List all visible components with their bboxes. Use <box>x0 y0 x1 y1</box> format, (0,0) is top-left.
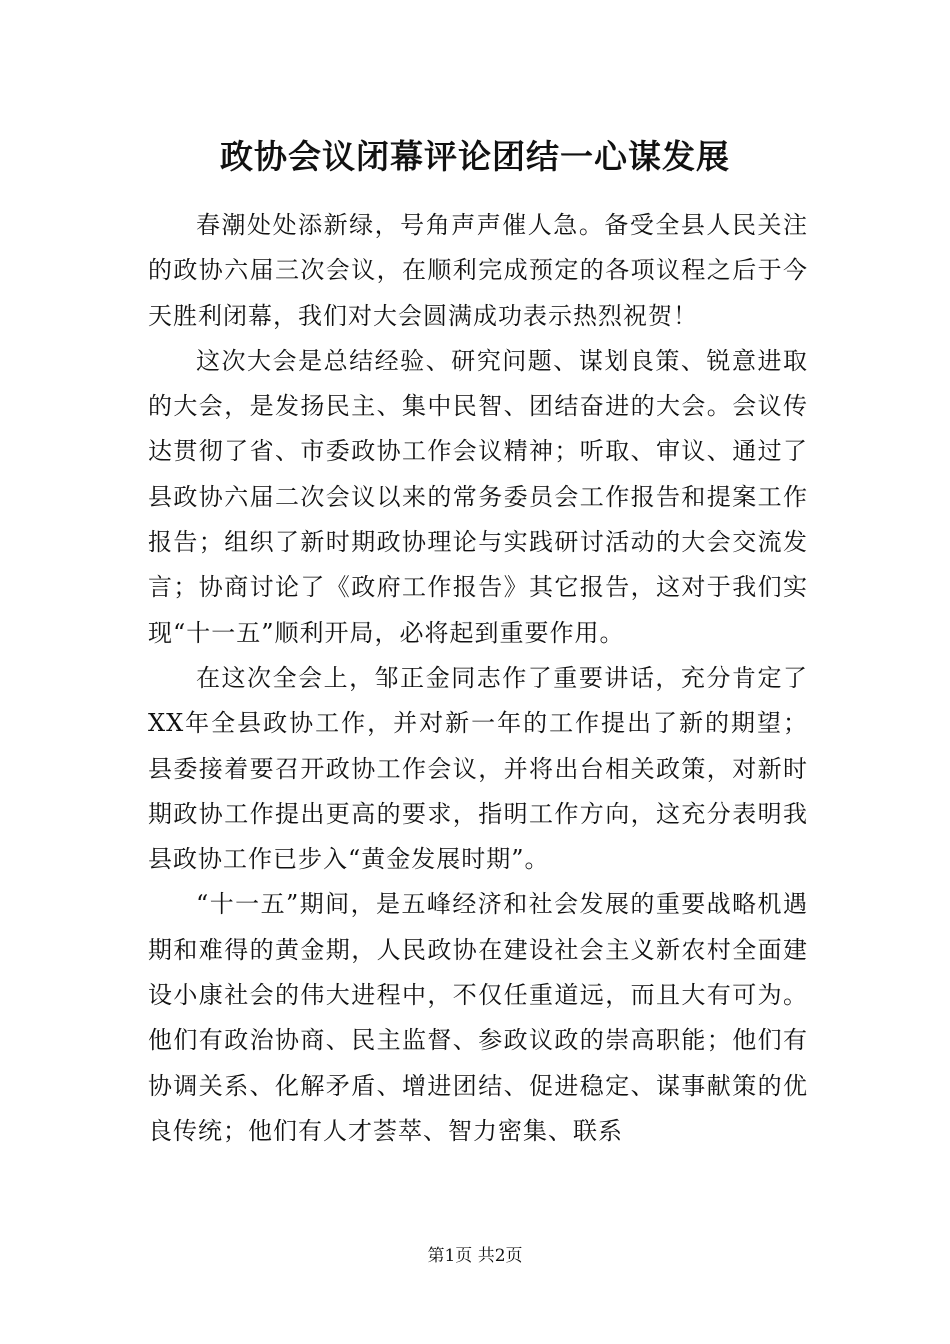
paragraph-4: “十一五”期间，是五峰经济和社会发展的重要战略机遇期和难得的黄金期，人民政协在建设社会主义新农村全面建设小康社会的伟大进程中，不仅任重道远，而且大有可为。他们有政治协商、民主监督、参政议政的崇高职能；他们有协调关系、化解矛盾、增进团结、促进稳定、谋事献策的优良传统；他们有人才荟萃、智力密集、联系 <box>148 890 808 1145</box>
document-body <box>148 203 808 1154</box>
page-footer: 第1页 共2页 <box>427 1246 523 1266</box>
paragraph-2: 这次大会是总结经验、研究问题、谋划良策、锐意进取的大会，是发扬民主、集中民智、团结奋进的大会。会议传达贯彻了省、市委政协工作会议精神；听取、审议、通过了县政协六届二次会议以来的常务委员会工作报告和提案工作报告；组织了新时期政协理论与实践研讨活动的大会交流发言；协商讨论了《政府工作报告》其它报告，这对于我们实现“十一五”顺利开局，必将起到重要作用。 <box>148 346 808 647</box>
document-title: 政协会议闭幕评论团结一心谋发展 <box>220 137 730 176</box>
paragraph-1: 春潮处处添新绿，号角声声催人急。备受全县人民关注的政协六届三次会议，在顺利完成预定的各项议程之后于今天胜利闭幕，我们对大会圆满成功表示热烈祝贺！ <box>148 211 808 330</box>
paragraph-3: 在这次全会上，邹正金同志作了重要讲话，充分肯定了XX年全县政协工作，并对新一年的工作提出了新的期望；县委接着要召开政协工作会议，并将出台相关政策，对新时期政协工作提出更高的要求，指明工作方向，这充分表明我县政协工作已步入“黄金发展时期”。 <box>148 663 808 874</box>
